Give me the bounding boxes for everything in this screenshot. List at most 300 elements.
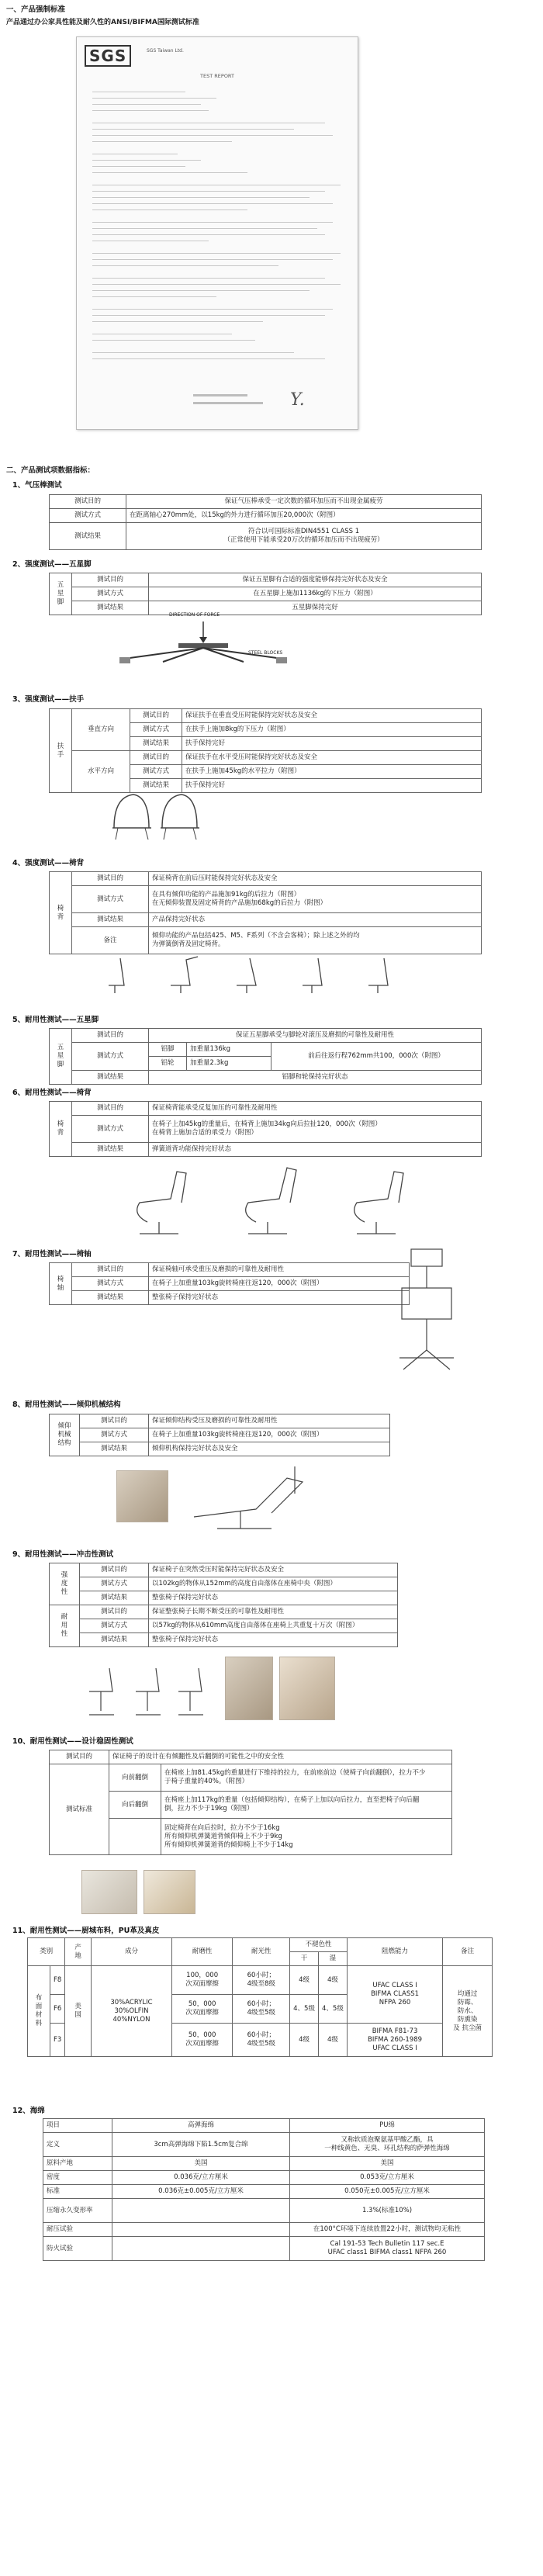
cat-cell: F3 [50, 2024, 64, 2057]
row-value-line: 倒，拉力不少于19kg（附图） [164, 1805, 254, 1813]
row-label: 测试目的 [72, 872, 149, 886]
row-label: 耐压试验 [43, 2223, 112, 2237]
certificate-text-line [92, 309, 333, 310]
row-label: 测试方式 [72, 1043, 149, 1071]
row-label: 测试结果 [72, 1071, 149, 1085]
row-label: 测试目的 [50, 1750, 109, 1764]
stability-test-title: 10、耐用性测试——设计稳固性测试 [12, 1737, 133, 1746]
row-label: 密度 [43, 2171, 112, 2185]
col-header: PU绵 [290, 2119, 485, 2133]
cell-a: 3cm高弹海绵下陷1.5cm复合绵 [112, 2133, 290, 2157]
sub-value: 加重量136kg [187, 1043, 272, 1057]
report-title: TEST REPORT [200, 73, 234, 79]
cell-b: 美国 [290, 2157, 485, 2171]
certificate-text-line [92, 209, 247, 210]
row-value-line: 所有倾仰机弹簧道背倾仰椅上不少于9kg [164, 1832, 282, 1840]
section-1-heading: 一、产品强制标准 [6, 5, 66, 14]
cell-b: 0.053克/立方厘米 [290, 2171, 485, 2185]
sub-key: 向前翻倒 [109, 1764, 161, 1792]
row-label: 测试方式 [72, 587, 149, 601]
impact-photo-1 [225, 1657, 273, 1720]
origin-text: 美国 [74, 2003, 81, 2019]
fire-line: BIFMA CLASS1 [371, 1990, 420, 1998]
cell-a: 美国 [112, 2157, 290, 2171]
stability-photo-2 [144, 1870, 195, 1914]
table-row [43, 2157, 485, 2171]
table-header-row [43, 2119, 485, 2133]
table-row [50, 587, 482, 601]
side-label [50, 1563, 80, 1605]
seat-durability-figure [365, 1241, 489, 1381]
fig-label-direction: DIRECTION OF FORCE [169, 612, 220, 618]
row-value: 产品保持完好状态 [149, 913, 482, 927]
fire-line: BIFMA F81-73 [372, 2027, 418, 2035]
table-row [50, 1750, 452, 1764]
row-label: 原料产地 [43, 2157, 112, 2171]
side-label [50, 1605, 80, 1647]
table-row [28, 1966, 493, 1995]
table-row [50, 913, 482, 927]
wear-cell [171, 1966, 233, 1995]
side-text: 五星脚 [57, 1044, 64, 1068]
row-label: 测试目的 [72, 1029, 149, 1043]
row-label: 测试目的 [80, 1605, 149, 1619]
sub-value: 加重量2.3kg [187, 1057, 272, 1071]
certificate-text-line [92, 110, 209, 111]
row-label: 测试目的 [80, 1414, 149, 1428]
row-label: 测试结果 [72, 1143, 149, 1157]
certificate-text-line [92, 358, 325, 359]
side-text: 耐用性 [61, 1613, 68, 1638]
table-header-row [28, 1938, 493, 1952]
light-cell [233, 1995, 290, 2024]
row-value-line: （正常使用下能承受20万次的循环加压而不出现疲劳） [223, 536, 384, 544]
table-row [50, 1043, 482, 1057]
sgs-logo: SGS [85, 45, 131, 67]
tilt-test-figure [178, 1463, 334, 1532]
row-value [161, 1819, 452, 1855]
wear-line: 次双面摩擦 [185, 1980, 219, 1988]
col-header: 干 [290, 1952, 319, 1966]
row-value: 保证椅轴可承受重压及磨损的可靠性及耐用性 [149, 1263, 410, 1277]
row-label: 测试目的 [80, 1563, 149, 1577]
row-label: 测试目的 [72, 573, 149, 587]
certificate-text-line [92, 296, 216, 297]
table-row [50, 509, 482, 523]
table-row [50, 1277, 410, 1291]
material-test-table [27, 1937, 493, 2057]
gas-test-title: 1、气压棒测试 [12, 481, 62, 490]
cell-a [112, 2237, 290, 2261]
back-strength-table [49, 871, 482, 954]
row-value: 在距离轴心270mm处，以15kg的外力进行循环加压20,000次（附图） [126, 509, 482, 523]
note-line: 防水、 [457, 2006, 478, 2015]
row-value: 整张椅子保持完好状态 [149, 1591, 398, 1605]
table-row [50, 1819, 452, 1855]
row-value-line: 所有倾仰机弹簧道背的倾仰椅上不少于14kg [164, 1840, 293, 1849]
arm-strength-table [49, 708, 482, 793]
cell-b [290, 2133, 485, 2157]
wear-line: 次双面摩擦 [185, 2040, 219, 2048]
row-value: 保证扶手在垂直受压时能保持完好状态及安全 [182, 709, 482, 723]
certificate-text-line [92, 290, 310, 291]
cell-b-line: 一种线黄色、无臭、环孔结构的萨弹性海绵 [324, 2145, 450, 2152]
light-line: 60小时； [247, 2031, 275, 2039]
side-label [50, 1414, 80, 1456]
fire-cell [347, 1966, 442, 2024]
side-text: 扶手 [57, 742, 64, 759]
row-value: 整张椅子保持完好状态 [149, 1291, 410, 1305]
col-header: 不褪色性 [290, 1938, 348, 1952]
row-label: 标准 [43, 2185, 112, 2199]
row-label: 测试方式 [80, 1428, 149, 1442]
side-text: 椅背 [57, 1120, 64, 1137]
fire-cell [347, 2024, 442, 2057]
table-row [50, 1605, 398, 1619]
signature: Y. [290, 390, 305, 410]
row-value: 保证扶手在水平受压时能保持完好状态及安全 [182, 751, 482, 765]
row-label: 测试结果 [50, 523, 126, 550]
row-value-line: 在椅子上加45kg的重量后，在椅背上施加34kg向后拉扯120，000次（附图） [152, 1120, 382, 1128]
table-row [50, 1563, 398, 1577]
side-label [50, 1263, 72, 1305]
wet-cell: 4级 [318, 1966, 347, 1995]
cell-a: 0.036克±0.005克/立方厘米 [112, 2185, 290, 2199]
sub-key: 铝脚 [149, 1043, 187, 1057]
impact-figure-chairs [81, 1660, 213, 1723]
impact-test-title: 9、耐用性测试——冲击性测试 [12, 1550, 114, 1559]
row-label: 测试结果 [72, 601, 149, 615]
table-row [50, 1764, 452, 1792]
section-1-subheading: 产品通过办公家具性能及耐久性的ANSI/BIFMA国际测试标准 [6, 19, 199, 26]
col-header: 阻燃能力 [347, 1938, 442, 1966]
cell-b: 0.050克±0.005克/立方厘米 [290, 2185, 485, 2199]
table-row [50, 886, 482, 913]
row-label: 测试方式 [50, 509, 126, 523]
row-label: 测试目的 [130, 709, 182, 723]
row-value: 以57kg的物体从610mm高度自由落体在座椅上共重复十万次（附图） [149, 1619, 398, 1633]
tilt-photo [116, 1470, 168, 1522]
back-strength-title: 4、强度测试——椅背 [12, 859, 85, 867]
wear-line: 100，000 [186, 1972, 219, 1979]
side-label [50, 573, 72, 615]
row-value-line: 在椅座上加81.45kg的重量进行下维持的拉力，在前座前边（使椅子向前翻倒），拉力不少 [164, 1769, 426, 1777]
side-label [50, 872, 72, 954]
row-value: 保证五星脚有合适的强度能够保持完好状态及安全 [149, 573, 482, 587]
light-line: 4级至5级 [247, 2040, 275, 2048]
row-value [149, 1116, 482, 1143]
row-label: 测试方式 [80, 1577, 149, 1591]
row-value: 以102kg的物体从152mm的高度自由落体在座椅中央（附图） [149, 1577, 398, 1591]
comp-line: 30%OLFIN [114, 2006, 149, 2015]
table-row [50, 1619, 398, 1633]
side-label [50, 1102, 72, 1157]
row-label: 测试结果 [130, 779, 182, 793]
impact-photo-2 [279, 1657, 335, 1720]
light-line: 4级至5级 [247, 2009, 275, 2017]
table-row [50, 1792, 452, 1819]
row-label: 测试目的 [50, 495, 126, 509]
row-label: 测试方式 [72, 1116, 149, 1143]
row-value-line: 于椅子重量的40%。（附图） [164, 1778, 249, 1785]
table-row [50, 872, 482, 886]
row-value: 在椅子上加重量103kg旋转椅座往返120，000次（附图） [149, 1277, 410, 1291]
comp-line: 40%NYLON [112, 2015, 150, 2024]
col-header: 成分 [92, 1938, 172, 1966]
tilt-durability-table [49, 1414, 390, 1456]
certificate-text-line [92, 340, 255, 341]
comp-cell [92, 1966, 172, 2057]
table-row [43, 2185, 485, 2199]
fire-line: UFAC CLASS I [372, 1982, 417, 1989]
certificate-redacted-block [193, 402, 263, 404]
table-row [50, 709, 482, 723]
back-test-figure [101, 950, 427, 997]
stability-photo-1 [81, 1870, 137, 1914]
certificate-text-line [92, 141, 232, 142]
table-row [43, 2237, 485, 2261]
certificate-text-line [92, 98, 216, 99]
dry-cell: 4级 [290, 1966, 319, 1995]
cell-b: 在100°C环境下连续放置22小时，测试物均无粘性 [290, 2223, 485, 2237]
cell-b-line: UFAC class1 BIFMA class1 NFPA 260 [327, 2249, 447, 2256]
row-value: 保证气压棒承受一定次数的循环加压而不出现金属疲劳 [126, 495, 482, 509]
row-value: 保证倾仰结构受压及磨损的可靠性及耐用性 [149, 1414, 390, 1428]
row-value-line: 固定椅背在向后拉时，拉力不少于16kg [164, 1823, 280, 1832]
base-durability-table [49, 1028, 482, 1085]
cell-a [112, 2199, 290, 2223]
dry-cell: 4级 [290, 2024, 319, 2057]
cat-cell: F8 [50, 1966, 64, 1995]
table-row [50, 1143, 482, 1157]
table-row [43, 2171, 485, 2185]
row-value: 保证整张椅子长期不断受压的可靠性及耐用性 [149, 1605, 398, 1619]
back-durability-title: 6、耐用性测试——椅背 [12, 1089, 92, 1097]
certificate-text-line [92, 315, 325, 316]
row-value: 保证椅子的设计在有倾翻性及后翻倒的可能性之中的安全性 [109, 1750, 452, 1764]
arm-strength-title: 3、强度测试——扶手 [12, 695, 85, 704]
seat-durability-title: 7、耐用性测试——椅轴 [12, 1250, 92, 1259]
side-text: 强度性 [61, 1571, 68, 1596]
row-value-line: 在无倾仰装置及固定椅背的产品施加68kg的后拉力（附图） [152, 899, 327, 907]
fig-label-blocks: STEEL BLOCKS [248, 650, 283, 656]
row-value: 保证椅背能承受反复加压的可靠性及耐用性 [149, 1102, 482, 1116]
side-text: 椅轴 [57, 1275, 64, 1292]
certificate-text-line [92, 160, 201, 161]
wear-line: 50，000 [188, 2031, 216, 2039]
table-row [50, 1428, 390, 1442]
row-label: 测试结果 [130, 737, 182, 751]
base-strength-title: 2、强度测试——五星脚 [12, 560, 92, 569]
base-force-figure [116, 614, 295, 668]
side-text: 倾仰机械结构 [57, 1422, 71, 1447]
cell-a [112, 2223, 290, 2237]
cell-b: 1.3%(标准10%) [290, 2199, 485, 2223]
wear-cell [171, 1995, 233, 2024]
fire-line: NFPA 260 [379, 1999, 411, 2006]
table-row [43, 2133, 485, 2157]
row-label: 压缩永久变形率 [43, 2199, 112, 2223]
col-header: 高弹海绵 [112, 2119, 290, 2133]
row-value [161, 1764, 452, 1792]
table-row [43, 2223, 485, 2237]
table-row [50, 495, 482, 509]
fire-line: BIFMA 260-1989 [368, 2035, 423, 2044]
table-row [50, 1102, 482, 1116]
cell-a: 0.036克/立方厘米 [112, 2171, 290, 2185]
side-label [50, 709, 72, 793]
certificate-text-line [92, 222, 333, 223]
wet-cell: 4级 [318, 2024, 347, 2057]
row-value: 五星脚保持完好 [149, 601, 482, 615]
material-test-title: 11、耐用性测试——厨城布料，PU革及真皮 [12, 1927, 160, 1935]
row-label: 防火试验 [43, 2237, 112, 2261]
impact-test-table [49, 1563, 398, 1647]
side-text: 五星脚 [57, 581, 64, 606]
stability-test-table [49, 1750, 452, 1855]
wear-line: 50，000 [188, 2000, 216, 2008]
row-value: 扶手保持完好 [182, 779, 482, 793]
table-row [50, 751, 482, 765]
row-label: 测试方式 [130, 723, 182, 737]
table-row [50, 523, 482, 550]
group-label: 水平方向 [72, 751, 130, 793]
cell-b-line: Cal 191-53 Tech Bulletin 117 sec.E [330, 2240, 444, 2248]
table-row [50, 573, 482, 587]
side-label [50, 1029, 72, 1085]
row-value: 铝脚和轮保持完好状态 [149, 1071, 482, 1085]
note-line: 及 抗尘菌 [453, 2024, 482, 2032]
certificate-text-line [92, 197, 310, 198]
certificate-text-line [92, 172, 247, 173]
row-label: 测试方式 [130, 765, 182, 779]
note-cell [443, 1966, 493, 2057]
row-label: 测试结果 [80, 1591, 149, 1605]
table-row [50, 1577, 398, 1591]
row-value: 在五星脚上施加1136kg的下压力（附图） [149, 587, 482, 601]
table-row [50, 1633, 398, 1647]
cat-cell: F6 [50, 1995, 64, 2024]
row-value: 弹簧道背功能保持完好状态 [149, 1143, 482, 1157]
certificate-text-line [92, 265, 278, 266]
sgs-company: SGS Taiwan Ltd. [147, 48, 184, 54]
row-label: 测试目的 [72, 1263, 149, 1277]
certificate-text-line [92, 166, 185, 167]
row-label: 测试结果 [72, 1291, 149, 1305]
col-header: 备注 [443, 1938, 493, 1966]
row-label: 测试方式 [72, 1277, 149, 1291]
table-row [50, 1591, 398, 1605]
certificate-redacted-block [193, 394, 247, 396]
row-value: 保证椅背在前后压时能保持完好状态及安全 [149, 872, 482, 886]
seat-durability-table [49, 1262, 410, 1305]
row-value [149, 886, 482, 913]
note-line: 均通过 [457, 1989, 478, 1998]
row-value: 整张椅子保持完好状态 [149, 1633, 398, 1647]
wet-cell: 4、5级 [318, 1995, 347, 2024]
tilt-durability-title: 8、耐用性测试——倾仰机械结构 [12, 1401, 121, 1409]
row-label: 测试结果 [80, 1633, 149, 1647]
row-value-line: 为弹簧倒背及固定椅背。 [152, 940, 225, 948]
certificate-text-line [92, 104, 201, 105]
row-value: 倾仰机构保持完好状态及安全 [149, 1442, 390, 1456]
row-label: 测试结果 [80, 1442, 149, 1456]
certificate-image [76, 36, 358, 430]
wear-cell [171, 2024, 233, 2057]
sub-key: 铝轮 [149, 1057, 187, 1071]
side-label [28, 1966, 50, 2057]
row-value-line: 符合以可国际标准DIN4551 CLASS 1 [247, 528, 360, 535]
side-text: 布面材料 [35, 1994, 43, 2027]
row-value: 在椅子上加重量103kg旋转椅座往返120，000次（附图） [149, 1428, 390, 1442]
row-value: 保证五星脚承受与脚轮对滚压及磨损的可靠性及耐用性 [149, 1029, 482, 1043]
row-label: 测试标准 [50, 1764, 109, 1855]
dry-cell: 4、5级 [290, 1995, 319, 2024]
table-row [50, 1263, 410, 1277]
table-row [50, 601, 482, 615]
row-value: 在扶手上施加45kg的水平拉力（附图） [182, 765, 482, 779]
origin-cell [65, 1966, 92, 2057]
wear-line: 次双面摩擦 [185, 2009, 219, 2017]
table-row [43, 2199, 485, 2223]
certificate-text-line [92, 259, 333, 260]
certificate-text-line [92, 135, 333, 136]
row-label: 测试方式 [80, 1619, 149, 1633]
table-row [50, 1442, 390, 1456]
sub-key: 向后翻倒 [109, 1792, 161, 1819]
col-header: 耐磨性 [171, 1938, 233, 1966]
sub-key [109, 1819, 161, 1855]
note-line: 防霉、 [457, 1998, 478, 2006]
row-label: 测试目的 [130, 751, 182, 765]
note-line: 防熏染 [457, 2015, 478, 2024]
table-row [50, 1291, 410, 1305]
row-label: 备注 [72, 927, 149, 954]
col-header [65, 1938, 92, 1966]
row-value [161, 1792, 452, 1819]
comp-line: 30%ACRYLIC [110, 1998, 153, 2006]
base-durability-title: 5、耐用性测试——五星脚 [12, 1016, 99, 1024]
table-row [50, 1414, 390, 1428]
row-value-line: 在椅背上施加合适的承受力（附图） [152, 1129, 258, 1137]
side-text: 椅背 [57, 904, 64, 921]
table-row [50, 1116, 482, 1143]
section-2-heading: 二、产品测试项数据指标： [6, 466, 95, 475]
certificate-text-line [92, 129, 294, 130]
row-value-line: 在椅座上加117kg的重量（包括倾仰结构），在椅子上加以向后拉力，直至把椅子向后翻 [164, 1796, 420, 1804]
row-label: 定义 [43, 2133, 112, 2157]
light-line: 60小时； [247, 1972, 275, 1979]
arm-test-figure [106, 785, 207, 843]
table-row [50, 1071, 482, 1085]
light-cell [233, 1966, 290, 1995]
cell-b [290, 2237, 485, 2261]
row-label: 测试结果 [72, 913, 149, 927]
col-header: 类别 [28, 1938, 65, 1966]
group-label: 垂直方向 [72, 709, 130, 751]
col-header: 耐光性 [233, 1938, 290, 1966]
certificate-text-line [92, 191, 325, 192]
certificate-text-line [92, 234, 325, 235]
row-value: 扶手保持完好 [182, 737, 482, 751]
col-header: 湿 [318, 1952, 347, 1966]
table-row [50, 1029, 482, 1043]
gas-test-table [49, 494, 482, 550]
sub-extra: 前后往返行程762mm共100，000次（附图） [272, 1043, 482, 1071]
col-header-text: 产地 [74, 1943, 81, 1960]
certificate-text-line [92, 321, 263, 322]
foam-table [43, 2118, 485, 2261]
